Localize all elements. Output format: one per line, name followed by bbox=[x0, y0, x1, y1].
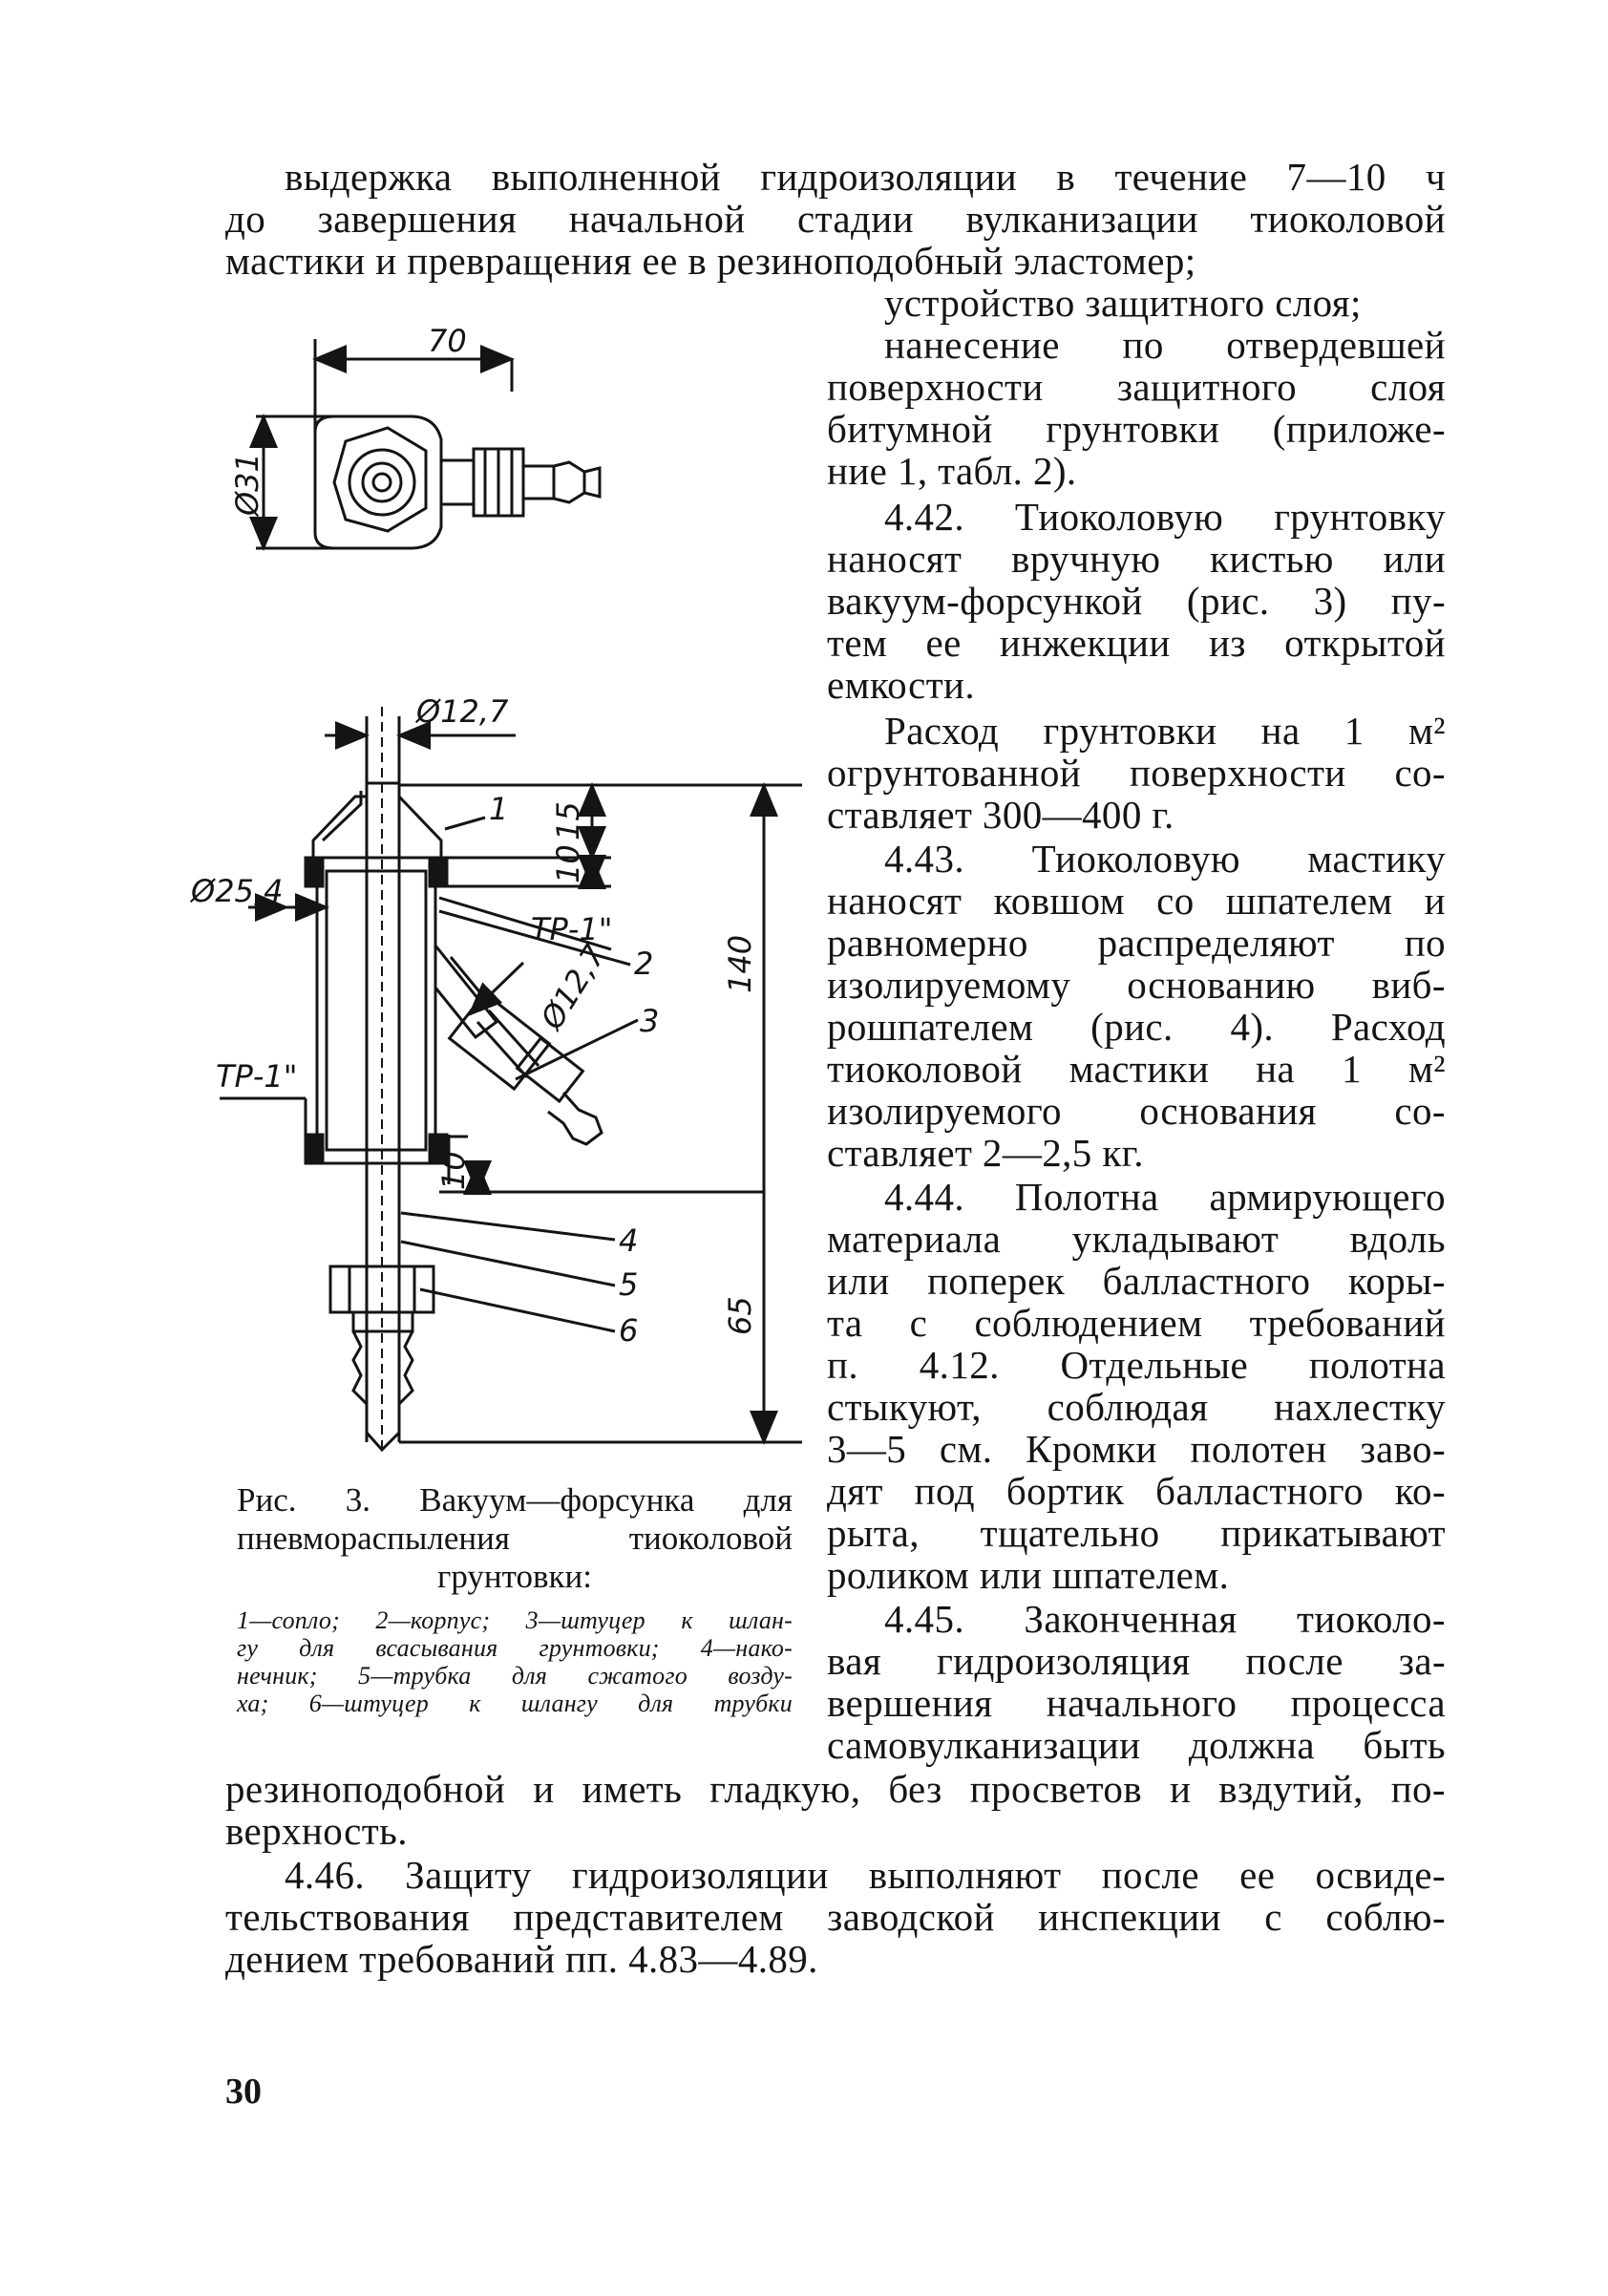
callout-5: 5 bbox=[619, 1266, 639, 1303]
dim-10-bottom: 10 bbox=[435, 1151, 472, 1190]
paragraph-line: тельствования представителем заводской инспекции с соблю- bbox=[225, 1895, 1446, 1939]
paragraph-line: рыта, тщательно прикатывают bbox=[827, 1511, 1446, 1555]
paragraph-line: материала укладывают вдоль bbox=[827, 1217, 1446, 1261]
paragraph-line: емкости. bbox=[827, 663, 976, 707]
top-view bbox=[256, 339, 600, 548]
figure-legend-line: ха; 6—штуцер к шлангу для трубки bbox=[237, 1690, 793, 1717]
figure-legend-line: гу для всасывания грунтовки; 4—нако- bbox=[237, 1634, 793, 1662]
dim-top-diam: Ø31 bbox=[229, 453, 265, 516]
figure-legend-line: нечник; 5—трубка для сжатого возду- bbox=[237, 1662, 793, 1690]
paragraph-line: 4.46. Защиту гидроизоляции выполняют после ее освиде- bbox=[285, 1853, 1446, 1897]
paragraph-line: рошпателем (рис. 4). Расход bbox=[827, 1005, 1446, 1049]
paragraph-line: ставляет 300—400 г. bbox=[827, 793, 1174, 837]
paragraph-line: 4.45. Законченная тиоколо- bbox=[884, 1597, 1446, 1641]
paragraph-line: устройство защитного слоя; bbox=[884, 281, 1362, 325]
paragraph-line: Расход грунтовки на 1 м² bbox=[884, 709, 1446, 753]
dim-10-top: 10 bbox=[550, 844, 586, 883]
paragraph-line: резиноподобной и иметь гладкую, без просветов и вздутий, по- bbox=[225, 1767, 1446, 1811]
dim-top-width: 70 bbox=[428, 323, 467, 359]
paragraph-line: та с соблюдением требований bbox=[827, 1301, 1446, 1345]
dim-branch-diam: Ø12,7 bbox=[533, 938, 613, 1036]
page-number: 30 bbox=[225, 2072, 262, 2112]
callout-2: 2 bbox=[634, 946, 654, 982]
section-view bbox=[220, 707, 802, 1452]
paragraph-line: нанесение по отвердевшей bbox=[884, 323, 1446, 367]
figure-caption-line: Рис. 3. Вакуум—форсунка для bbox=[237, 1481, 793, 1519]
paragraph-line: изолируемому основанию виб- bbox=[827, 963, 1446, 1007]
paragraph-line: тем ее инжекции из открытой bbox=[827, 621, 1446, 665]
paragraph-line: верхность. bbox=[225, 1809, 408, 1853]
paragraph-line: п. 4.12. Отдельные полотна bbox=[827, 1343, 1446, 1387]
dim-nozzle-diam: Ø12,7 bbox=[416, 693, 509, 730]
paragraph-line: до завершения начальной стадии вулканизации тиоколовой bbox=[225, 197, 1446, 241]
figure-legend-line: 1—сопло; 2—корпус; 3—штуцер к шлан- bbox=[237, 1606, 793, 1634]
paragraph-line: 4.43. Тиоколовую мастику bbox=[884, 837, 1446, 881]
paragraph-line: наносят вручную кистью или bbox=[827, 537, 1446, 581]
dim-140: 140 bbox=[722, 934, 758, 993]
paragraph-line: наносят ковшом со шпателем и bbox=[827, 879, 1446, 923]
paragraph-line: огрунтованной поверхности со- bbox=[827, 751, 1446, 795]
paragraph-line: дением требований пп. 4.83—4.89. bbox=[225, 1937, 818, 1981]
paragraph-line: равномерно распределяют по bbox=[827, 921, 1446, 965]
paragraph-line: стыкуют, соблюдая нахлестку bbox=[827, 1385, 1446, 1429]
paragraph-line: поверхности защитного слоя bbox=[827, 365, 1446, 409]
paragraph-line: 4.44. Полотна армирующего bbox=[884, 1175, 1446, 1219]
paragraph-line: тиоколовой мастики на 1 м² bbox=[827, 1047, 1446, 1091]
dim-thread-right: ТР-1" bbox=[531, 911, 613, 947]
paragraph-line: или поперек балластного коры- bbox=[827, 1259, 1446, 1303]
paragraph-line: ставляет 2—2,5 кг. bbox=[827, 1131, 1144, 1175]
callout-6: 6 bbox=[619, 1312, 639, 1349]
paragraph-line: роликом или шпателем. bbox=[827, 1553, 1230, 1597]
callout-1: 1 bbox=[489, 791, 509, 827]
dim-body-diam: Ø25,4 bbox=[191, 873, 284, 909]
paragraph-line: вая гидроизоляция после за- bbox=[827, 1639, 1446, 1683]
paragraph-line: мастики и превращения ее в резиноподобный эластомер; bbox=[225, 239, 1196, 283]
paragraph-line: самовулканизации должна быть bbox=[827, 1723, 1446, 1767]
paragraph-line: 3—5 см. Кромки полотен заво- bbox=[827, 1427, 1446, 1471]
dim-15: 15 bbox=[550, 801, 586, 840]
figure-caption-line: пневмораспыления тиоколовой bbox=[237, 1520, 793, 1557]
paragraph-line: вершения начального процесса bbox=[827, 1681, 1446, 1725]
callout-4: 4 bbox=[619, 1222, 639, 1259]
paragraph-line: ние 1, табл. 2). bbox=[827, 449, 1077, 493]
paragraph-line: вакуум-форсункой (рис. 3) пу- bbox=[827, 579, 1446, 623]
paragraph-line: битумной грунтовки (приложе- bbox=[827, 407, 1446, 451]
paragraph-line: 4.42. Тиоколовую грунтовку bbox=[884, 495, 1446, 539]
figure-caption-line: грунтовки: bbox=[437, 1558, 592, 1595]
paragraph-line: выдержка выполненной гидроизоляции в течение 7—10 ч bbox=[285, 155, 1446, 199]
paragraph-line: дят под бортик балластного ко- bbox=[827, 1469, 1446, 1513]
dim-65: 65 bbox=[722, 1296, 758, 1335]
callout-3: 3 bbox=[640, 1003, 660, 1039]
paragraph-line: изолируемого основания со- bbox=[827, 1089, 1446, 1133]
dim-thread-left: ТР-1" bbox=[216, 1058, 298, 1095]
